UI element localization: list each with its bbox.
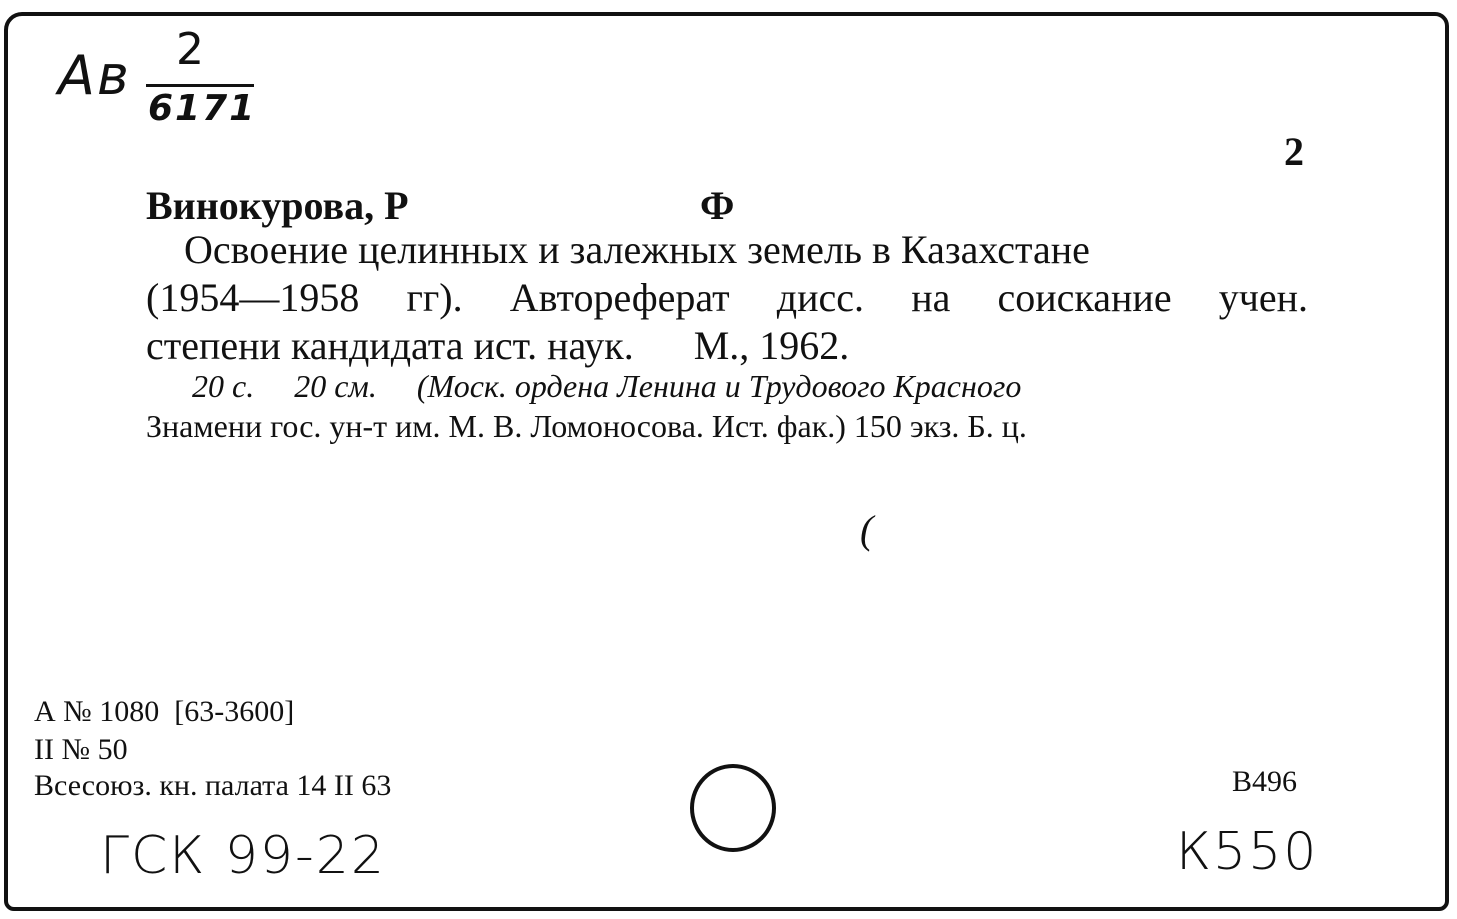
title-line-3: степени кандидата ист. наук. М., 1962. (146, 323, 850, 368)
shelf-denominator: 6171 (148, 88, 257, 129)
title-line-2: (1954—1958 гг). Автореферат дисс. на соискание учен. (146, 275, 1308, 320)
shelf-prefix: Ав (58, 44, 131, 107)
title-line-1: Освоение целинных и залежных земель в Казахстане (184, 227, 1090, 272)
stray-mark: ( (860, 507, 874, 552)
author-surname: Винокурова, Р (146, 183, 409, 228)
bottom-right-handwritten-code: К550 (1176, 822, 1319, 882)
issue-line: II № 50 (34, 733, 128, 766)
description-line-1: 20 с. 20 см. (Моск. ордена Ленина и Трудового Красного (192, 368, 1022, 404)
bottom-left-handwritten-code: ГСК 99-22 (100, 826, 386, 886)
punch-hole (690, 764, 776, 852)
card-code: В496 (1232, 765, 1298, 798)
registry-line: А № 1080 [63-3600] (34, 695, 295, 728)
shelf-fraction-bar (146, 84, 254, 87)
shelf-numerator: 2 (176, 24, 206, 75)
card-number: 2 (1284, 129, 1304, 174)
chamber-line: Всесоюз. кн. палата 14 II 63 (34, 769, 392, 802)
description-line-2: Знамени гос. ун-т им. М. В. Ломоносова. Ист. фак.) 150 экз. Б. ц. (146, 408, 1027, 444)
author-middle-initial: Ф (700, 183, 735, 228)
